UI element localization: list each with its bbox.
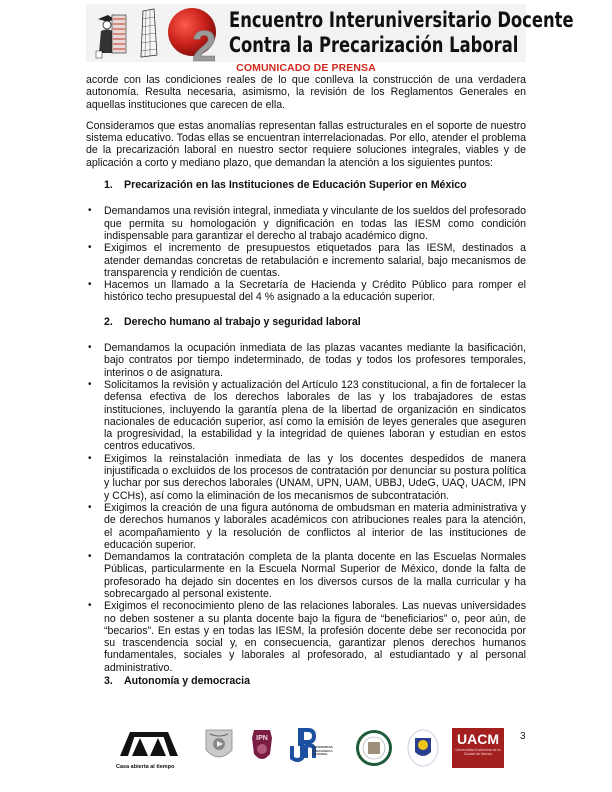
uacm-caption: Universidad Autónoma de la Ciudad de México	[455, 748, 501, 757]
section-number: 2.	[104, 315, 113, 328]
leaning-tower-icon	[138, 7, 160, 59]
oval-emblem-icon	[406, 728, 440, 768]
upn-logo	[290, 728, 338, 768]
list-item: • Solicitamos la revisión y actualización del Artículo 123 constitucional, a fin de fortalecer la defensa efectiva de los derechos laborales de las y los trabajadores de estas instituciones, incluyendo la garantía plena de la libertad de organización en sindicatos nacionales de educación superior, así como la emisión de leyes generales que aseguren la progresividad, la estabilidad y la integridad de quienes laboran y estudian en estos centros educativos.	[104, 379, 526, 453]
list-item: • Demandamos una revisión integral, inmediata y vinculante de los sueldos del profesorado que permita su homologación y dignificación en todas las IESM como condición indispensable para garantizar el derecho al trabajo académico digno.	[104, 205, 526, 242]
list-item: • Exigimos la reinstalación inmediata de las y los docentes despedidos de manera injustificada o excluidos de los procesos de contratación por denunciar su postura política y luchar por sus derechos laborales (UNAM, UPN, UAM, UBBJ, UdeG, UAQ, UACM, IPN y CCHs), así como la eliminación de los mecanismos de subcontratación.	[104, 453, 526, 502]
uam-caption: Casa abierta al tiempo	[116, 764, 175, 770]
section-title-text: Autonomía y democracia	[124, 675, 250, 688]
paragraph: acorde con las condiciones reales de lo que conlleva la construcción de una verdadera autonomía. Resulta necesaria, asimismo, la revisión de los Reglamentos Generales en aquellas instituciones que carecen de ella.	[86, 74, 526, 111]
section-number: 3.	[104, 675, 113, 688]
event-banner	[86, 4, 574, 62]
institution-logos	[110, 728, 530, 770]
section-title-text: Derecho humano al trabajo y seguridad laboral	[124, 315, 361, 328]
uam-logo	[116, 728, 182, 768]
ipn-emblem-icon	[250, 728, 274, 764]
page-number: 3	[520, 731, 526, 742]
upn-caption: UNIVERSIDAD PEDAGÓGICA NACIONAL	[312, 745, 333, 756]
event-title	[229, 8, 574, 58]
section-title-text: Precarización en las Instituciones de Educación Superior en México	[124, 179, 467, 192]
round-seal-icon	[356, 730, 392, 766]
svg-text:IPN: IPN	[256, 735, 268, 742]
unam-logo	[204, 728, 234, 768]
list-item: • Exigimos el reconocimiento pleno de las relaciones laborales. Las nuevas universidades no deben sostener a su planta docente bajo la figura de “beneficiarios” o, peor aún, de “becarios”. En estas y en todas las IESM, la profesión docente debe ser reconocida por su trascendencia social y, en consecuencia, garantizar plenos derechos humanos fundamentales, sociales y laborales al profesorado, al estudiantado y al personal administrativo.	[104, 600, 526, 674]
list-item: • Exigimos el incremento de presupuestos etiquetados para las IESM, destinados a atender demandas concretas de retabulación e incremento salarial, bajo mecanismos de transparencia y rendición de cuentas.	[104, 242, 526, 279]
uacm-logo	[452, 728, 504, 768]
section-heading-2	[86, 316, 526, 328]
document-body	[86, 74, 526, 701]
normal-school-seal-logo	[356, 730, 392, 766]
ipn-logo	[250, 728, 274, 768]
event-title-line-2: Contra la Precarización Laboral	[229, 33, 519, 57]
uam-emblem-icon	[116, 728, 182, 758]
list-item: • Demandamos la ocupación inmediata de las plazas vacantes mediante la basificación, bajo contratos por tiempo indeterminado, de todas y todos los profesores temporales, interinos o de asignatura.	[104, 342, 526, 379]
paragraph: Consideramos que estas anomalías representan fallas estructurales en el soporte de nuestro sistema educativo. Todas ellas se encuentran interrelacionadas. Por ello, atender el problema de la precarización laboral en nuestro sector requiere soluciones integrales, viables y de aplicación a corto y mediano plazo, que demandan la atención a los siguientes puntos:	[86, 119, 526, 169]
section-number: 1.	[104, 179, 113, 192]
list-item: • Hacemos un llamado a la Secretaría de Hacienda y Crédito Público para romper el histórico techo presupuestal del 4 % asignado a la educación superior.	[104, 279, 526, 304]
unam-shield-icon	[204, 728, 234, 764]
edition-2-badge-icon	[166, 6, 222, 62]
list-item: • Exigimos la creación de una figura autónoma de ombudsman en materia administrativa y de derechos humanos y laborales académicos con atribuciones reales para la atención, el acompañamiento y la resolución de conflictos al interior de las instituciones de educación superior.	[104, 502, 526, 551]
section-2-bullet-list	[86, 342, 526, 674]
event-title-line-1: Encuentro Interuniversitario Docente	[229, 8, 574, 32]
university-emblem-logo	[406, 728, 440, 768]
section-heading-1	[86, 179, 526, 191]
svg-text:2: 2	[192, 22, 217, 62]
press-release-label: COMUNICADO DE PRENSA	[236, 62, 376, 74]
list-item: • Demandamos la contratación completa de la planta docente en las Escuelas Normales Públicas, particularmente en la Escuela Normal Superior de México, donde la falta de profesorado ha dejado sin docentes en los diversos cursos de la malla curricular y ha sobrecargado al personal existente.	[104, 551, 526, 600]
uacm-wordmark: UACM	[457, 731, 499, 747]
section-1-bullet-list	[86, 205, 526, 303]
graduate-stack-illustration-icon	[94, 7, 130, 59]
section-heading-3	[86, 675, 526, 687]
